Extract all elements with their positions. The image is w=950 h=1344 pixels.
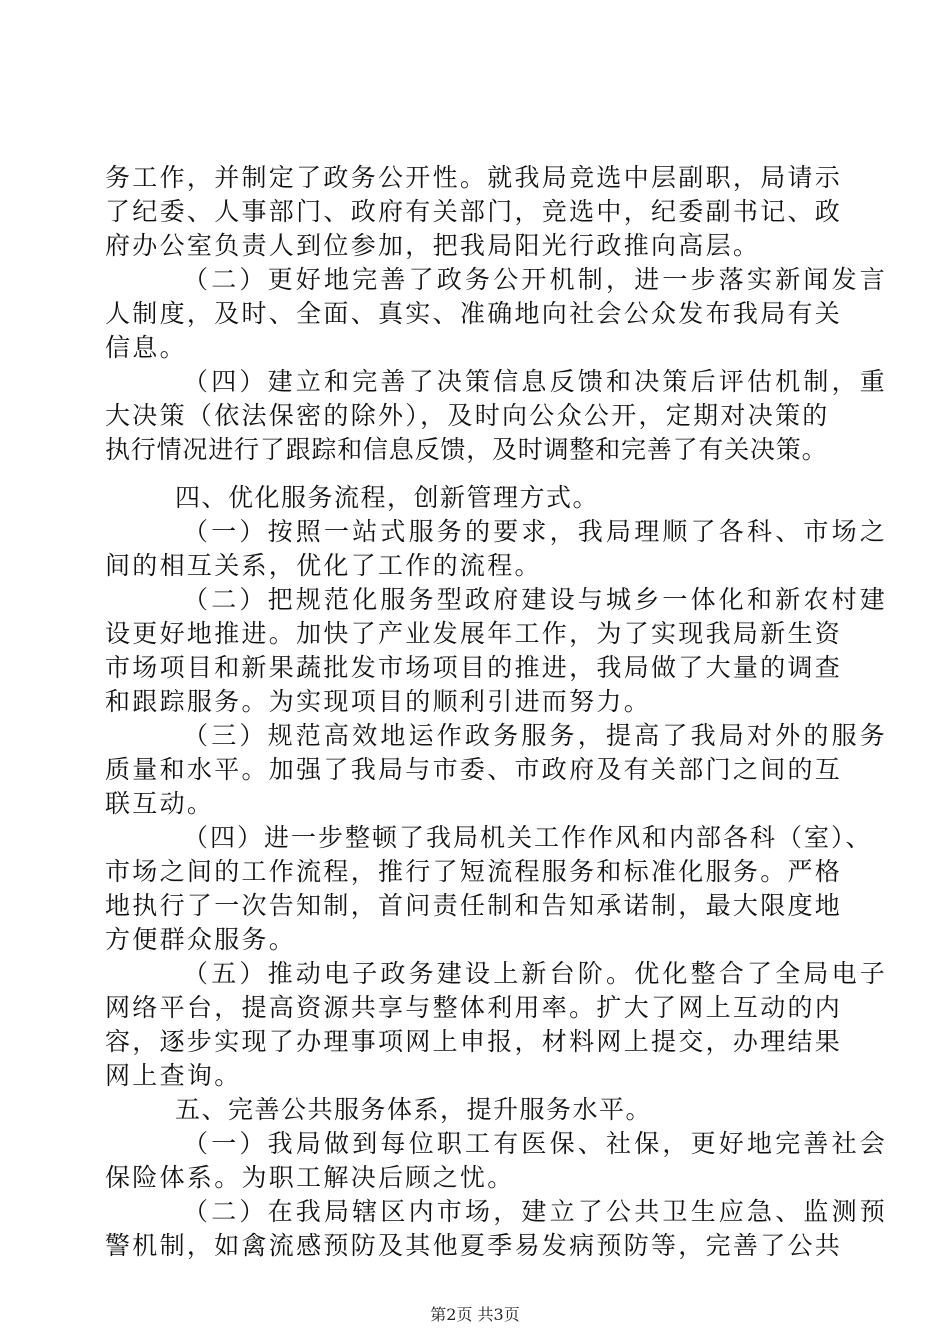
text-line: （四）进一步整顿了我局机关工作作风和内部各科（室）、 — [183, 823, 873, 852]
text-line: 大决策（依法保密的除外），及时向公众公开，定期对决策的 — [105, 401, 830, 430]
document-body — [0, 161, 950, 1263]
text-line: 地执行了一次告知制，首问责任制和告知承诺制，最大限度地 — [105, 891, 843, 920]
text-line: （二）更好地完善了政务公开机制，进一步落实新闻发言 — [183, 265, 889, 294]
text-line: 容，逐步实现了办理事项网上申报，材料网上提交，办理结果 — [105, 1027, 843, 1056]
text-line: 人制度，及时、全面、真实、准确地向社会公众发布我局有关 — [105, 299, 843, 328]
text-line: 联互动。 — [105, 789, 215, 818]
text-line: （一）按照一站式服务的要求，我局理顺了各科、市场之 — [183, 517, 889, 546]
text-line: （三）规范高效地运作政务服务，提高了我局对外的服务 — [183, 721, 889, 750]
text-line: 了纪委、人事部门、政府有关部门，竞选中，纪委副书记、政 — [105, 197, 843, 226]
text-line: 信息。 — [105, 333, 187, 362]
text-line: 府办公室负责人到位参加，把我局阳光行政推向高层。 — [105, 231, 761, 260]
text-line: 市场项目和新果蔬批发市场项目的推进，我局做了大量的调查 — [105, 653, 843, 682]
text-line: 网上查询。 — [105, 1061, 242, 1090]
text-line: 和跟踪服务。为实现项目的顺利引进而努力。 — [105, 687, 652, 716]
page-number: 第2页 共3页 — [430, 1305, 520, 1324]
text-line: 设更好地推进。加快了产业发展年工作，为了实现我局新生资 — [105, 619, 843, 648]
text-line: 务工作，并制定了政务公开性。就我局竞选中层副职，局请示 — [105, 163, 843, 192]
text-line: 执行情况进行了跟踪和信息反馈，及时调整和完善了有关决策。 — [105, 435, 828, 464]
text-line: （二）在我局辖区内市场，建立了公共卫生应急、监测预 — [183, 1197, 889, 1226]
text-line: （五）推动电子政务建设上新台阶。优化整合了全局电子 — [183, 959, 889, 988]
text-line: （四）建立和完善了决策信息反馈和决策后评估机制，重 — [183, 367, 889, 396]
section-heading: 五、完善公共服务体系，提升服务水平。 — [175, 1095, 653, 1124]
text-line: 市场之间的工作流程，推行了短流程服务和标准化服务。严格 — [105, 857, 843, 886]
section-heading: 四、优化服务流程，创新管理方式。 — [175, 483, 600, 512]
text-line: （二）把规范化服务型政府建设与城乡一体化和新农村建 — [183, 585, 889, 614]
text-line: 质量和水平。加强了我局与市委、市政府及有关部门之间的互 — [105, 755, 843, 784]
text-line: 网络平台，提高资源共享与整体利用率。扩大了网上互动的内 — [105, 993, 843, 1022]
text-line: 保险体系。为职工解决后顾之忧。 — [105, 1163, 515, 1192]
text-line: 间的相互关系，优化了工作的流程。 — [105, 551, 542, 580]
text-line: （一）我局做到每位职工有医保、社保，更好地完善社会 — [183, 1129, 889, 1158]
text-line: 方便群众服务。 — [105, 925, 297, 954]
text-line: 警机制，如禽流感预防及其他夏季易发病预防等，完善了公共 — [105, 1231, 843, 1260]
